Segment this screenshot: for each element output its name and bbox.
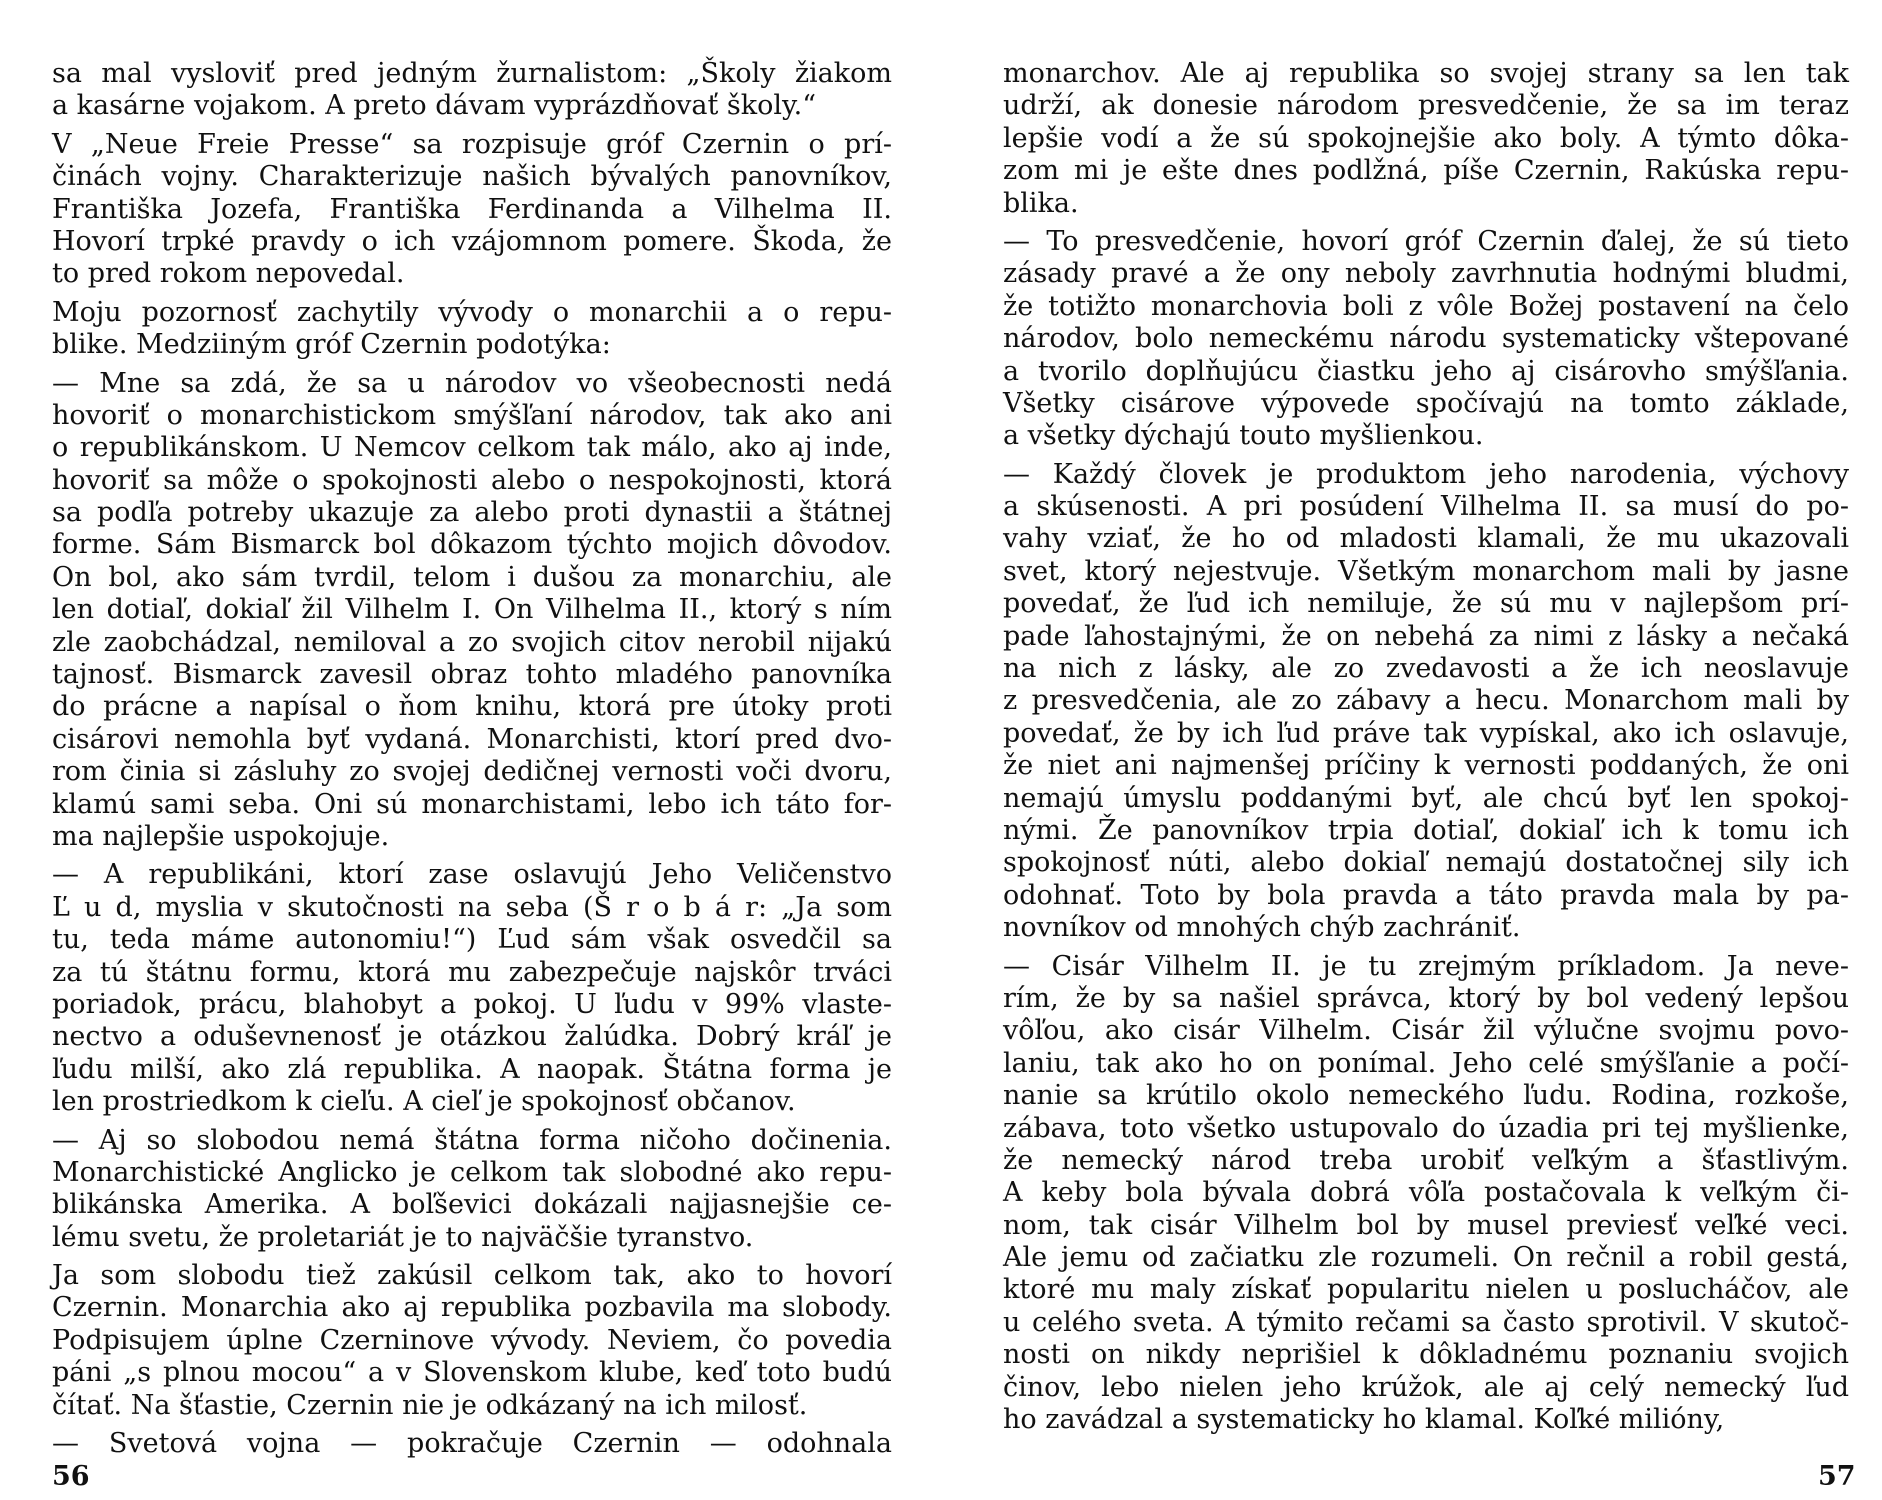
text-line: že niet ani najmenšej príčiny k vernosti poddaných, že oni [1003, 750, 1849, 782]
text-line: čítať. Na šťastie, Czernin nie je odkázaný na ich milosť. [52, 1389, 808, 1421]
text-line: laniu, tak ako ho on ponímal. Jeho celé smýšľanie a počí- [1003, 1047, 1849, 1079]
text-line: sa podľa potreby ukazuje za alebo proti dynastii a štátnej [52, 497, 892, 529]
text-line: On bol, ako sám tvrdil, telom i dušou za monarchiu, ale [52, 561, 892, 593]
left-page-text [52, 58, 892, 1460]
text-line: hovoriť o monarchistickom smýšľaní národov, tak ako ani [52, 399, 892, 431]
text-line: ľudu milší, ako zlá republika. A naopak. Štátna forma je [52, 1053, 892, 1085]
text-line: odohnať. Toto by bola pravda a táto pravda mala by pa- [1003, 879, 1849, 911]
text-line: forme. Sám Bismarck bol dôkazom týchto mojich dôvodov. [52, 529, 892, 561]
text-line: V „Neue Freie Presse“ sa rozpisuje gróf Czernin o prí- [52, 128, 892, 160]
text-line: Ale jemu od začiatku zle rozumeli. On rečnil a robil gestá, [1003, 1242, 1849, 1274]
text-line: udrží, ak donesie národom presvedčenie, že sa im teraz [1003, 90, 1849, 122]
text-line: nými. Že panovníkov trpia dotiaľ, dokiaľ ich k tomu ich [1003, 814, 1849, 846]
text-line: lému svetu, že proletariát je to najväčšie tyranstvo. [52, 1221, 754, 1253]
text-line: povedať, že ľud ich nemiluje, že sú mu v najlepšom prí- [1003, 588, 1849, 620]
text-line: — Aj so slobodou nemá štátna forma ničoho dočinenia. [52, 1124, 892, 1156]
paragraph [1003, 58, 1849, 220]
text-line: zle zaobchádzal, nemiloval a zo svojich citov nerobil nijakú [52, 626, 892, 658]
right-page-text [1003, 58, 1849, 1436]
text-line: Františka Jozefa, Františka Ferdinanda a Vilhelma II. [52, 193, 892, 225]
text-line: rom činia si zásluhy zo svojej dedičnej vernosti voči dvoru, [52, 756, 892, 788]
text-line: A keby bola bývala dobrá vôľa postačovala k veľkým či- [1003, 1177, 1849, 1209]
text-line: páni „s plnou mocou“ a v Slovenskom klube, keď toto budú [52, 1357, 892, 1389]
text-line: poriadok, prácu, blahobyt a pokoj. U ľudu v 99% vlaste- [52, 988, 892, 1020]
paragraph [1003, 459, 1849, 945]
text-line: blika. [1003, 187, 1079, 219]
text-line: zábava, toto všetko ustupovalo do úzadia pri tej myšlienke, [1003, 1112, 1849, 1144]
paragraph [1003, 951, 1849, 1437]
text-line: zásady pravé a že ony neboly zavrhnutia hodnými bludmi, [1003, 258, 1849, 290]
text-line: nom, tak cisár Vilhelm bol by musel previesť veľké veci. [1003, 1209, 1849, 1241]
text-line: do prácne a napísal o ňom knihu, ktorá pre útoky proti [52, 691, 892, 723]
text-line: len dotiaľ, dokiaľ žil Vilhelm I. On Vilhelma II., ktorý s ním [52, 594, 892, 626]
right-page [1003, 58, 1849, 1436]
text-line: a kasárne vojakom. A preto dávam vyprázdňovať školy.“ [52, 90, 817, 122]
text-line: Ľ u d, myslia v skutočnosti na seba (Š r o b á r: „Ja som [52, 891, 892, 923]
text-line: spokojnosť núti, alebo dokiaľ nemajú dostatočnej sily ich [1003, 847, 1849, 879]
text-line: Hovorí trpké pravdy o ich vzájomnom pomere. Škoda, že [52, 225, 892, 257]
text-line: nosti on nikdy neprišiel k dôkladnému poznaniu svojich [1003, 1339, 1849, 1371]
text-line: monarchov. Ale aj republika so svojej strany sa len tak [1003, 58, 1849, 89]
text-line: cisárovi nemohla byť vydaná. Monarchisti, ktorí pred dvo- [52, 723, 892, 755]
text-line: o republikánskom. U Nemcov celkom tak málo, ako aj inde, [52, 432, 892, 464]
text-line: nectvo a oduševnenosť je otázkou žalúdka. Dobrý kráľ je [52, 1021, 892, 1053]
text-line: zom mi je ešte dnes podlžná, píše Czernin, Rakúska repu- [1003, 155, 1849, 187]
text-line: z presvedčenia, ale zo zábavy a hecu. Monarchom mali by [1003, 685, 1849, 717]
text-line: Podpisujem úplne Czerninove vývody. Neviem, čo povedia [52, 1324, 892, 1356]
paragraph [52, 129, 892, 291]
paragraph [52, 297, 892, 362]
paragraph [52, 1428, 892, 1460]
text-line: blikánska Amerika. A boľševici dokázali najjasnejšie ce- [52, 1189, 892, 1221]
paragraph [52, 1125, 892, 1255]
text-line: to pred rokom nepovedal. [52, 258, 405, 290]
left-page [52, 58, 892, 1460]
text-line: vôľou, ako cisár Vilhelm. Cisár žil výlučne svojmu povo- [1003, 1015, 1849, 1047]
text-line: hovoriť sa môže o spokojnosti alebo o nespokojnosti, ktorá [52, 464, 892, 496]
text-line: sa mal vysloviť pred jedným žurnalistom: „Školy žiakom [52, 58, 892, 89]
paragraph [52, 368, 892, 854]
text-line: ktoré mu maly získať popularitu nielen u poslucháčov, ale [1003, 1274, 1849, 1306]
text-line: národov, bolo nemeckému národu systematicky vštepované [1003, 323, 1849, 355]
text-line: a skúsenosti. A pri posúdení Vilhelma II. sa musí do po- [1003, 491, 1849, 523]
paragraph [52, 58, 892, 123]
text-line: že totižto monarchovia boli z vôle Božej postavení na čelo [1003, 290, 1849, 322]
paragraph [1003, 226, 1849, 453]
text-line: Ja som slobodu tiež zakúsil celkom tak, ako to hovorí [52, 1260, 892, 1292]
text-line: svet, ktorý nejestvuje. Všetkým monarchom mali by jasne [1003, 555, 1849, 587]
text-line: ma najlepšie uspokojuje. [52, 820, 390, 852]
text-line: nanie sa krútilo okolo nemeckého ľudu. Rodina, rozkoše, [1003, 1080, 1849, 1112]
text-line: na nich z lásky, ale zo zvedavosti a že ich neoslavuje [1003, 653, 1849, 685]
text-line: rím, že by sa našiel správca, ktorý by bol vedený lepšou [1003, 982, 1849, 1014]
text-line: len prostriedkom k cieľu. A cieľ je spokojnosť občanov. [52, 1086, 796, 1118]
text-line: klamú sami seba. Oni sú monarchistami, lebo ich táto for- [52, 788, 892, 820]
text-line: nemajú úmyslu poddanými byť, ale chcú byť len spokoj- [1003, 782, 1849, 814]
text-line: — Každý človek je produktom jeho narodenia, výchovy [1003, 458, 1849, 490]
text-line: pade ľahostajnými, že on nebehá za nimi z lásky a nečaká [1003, 620, 1849, 652]
text-line: ho zavádzal a systematicky ho klamal. Koľké milióny, [1003, 1404, 1725, 1436]
text-line: Moju pozornosť zachytily vývody o monarchii a o repu- [52, 296, 892, 328]
text-line: Monarchistické Anglicko je celkom tak slobodné ako repu- [52, 1156, 892, 1188]
text-line: a všetky dýchajú touto myšlienkou. [1003, 420, 1484, 452]
text-line: u celého sveta. A týmito rečami sa často sprotivil. V skutoč- [1003, 1306, 1849, 1338]
text-line: za tú štátnu formu, ktorá mu zabezpečuje najskôr trváci [52, 956, 892, 988]
text-line: — A republikáni, ktorí zase oslavujú Jeho Veličenstvo [52, 859, 892, 891]
text-line: povedať, že by ich ľud práve tak vypískal, ako ich oslavuje, [1003, 717, 1849, 749]
paragraph [52, 859, 892, 1118]
text-line: blike. Medziiným gróf Czernin podotýka: [52, 329, 611, 361]
text-line: tu, teda máme autonomiu!“) Ľud sám však osvedčil sa [52, 924, 892, 956]
page-number-left: 56 [52, 1461, 90, 1492]
text-line: činov, lebo nielen jeho krúžok, ale aj celý nemecký ľud [1003, 1371, 1849, 1403]
text-line: novníkov od mnohých chýb zachrániť. [1003, 912, 1521, 944]
text-line: a tvorilo doplňujúcu čiastku jeho aj cisárovho smýšľania. [1003, 355, 1849, 387]
text-line: činách vojny. Charakterizuje našich bývalých panovníkov, [52, 161, 892, 193]
page-number-right: 57 [1818, 1461, 1856, 1492]
text-line: Všetky cisárove výpovede spočívajú na tomto základe, [1003, 387, 1849, 419]
text-line: vahy vziať, že ho od mladosti klamali, že mu ukazovali [1003, 523, 1849, 555]
text-line: — To presvedčenie, hovorí gróf Czernin ďalej, že sú tieto [1003, 225, 1849, 257]
text-line: — Svetová vojna — pokračuje Czernin — odohnala [52, 1428, 892, 1460]
text-line: — Cisár Vilhelm II. je tu zrejmým príkladom. Ja neve- [1003, 950, 1849, 982]
text-line: — Mne sa zdá, že sa u národov vo všeobecnosti nedá [52, 367, 892, 399]
text-line: Czernin. Monarchia ako aj republika pozbavila ma slobody. [52, 1292, 892, 1324]
text-line: že nemecký národ treba urobiť veľkým a šťastlivým. [1003, 1144, 1849, 1176]
text-line: tajnosť. Bismarck zavesil obraz tohto mladého panovníka [52, 659, 892, 691]
text-line: lepšie vodí a že sú spokojnejšie ako boly. A týmto dôka- [1003, 122, 1849, 154]
paragraph [52, 1260, 892, 1422]
